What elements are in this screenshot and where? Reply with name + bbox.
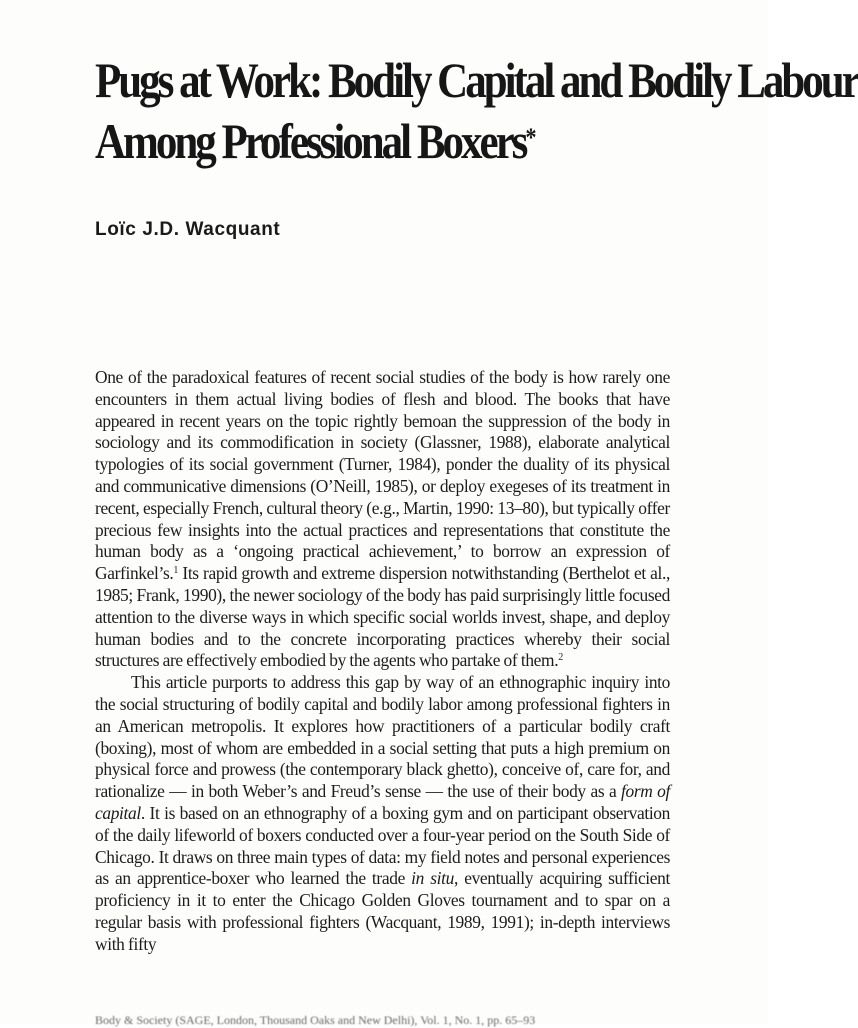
- title-line-2: Among Professional Boxers: [95, 113, 526, 169]
- article-title: [95, 50, 858, 172]
- emphasis-in-situ: in situ: [411, 868, 454, 889]
- title-line-1: Pugs at Work: Bodily Capital and Bodily Labour: [95, 52, 858, 108]
- author-name: Loïc J.D. Wacquant: [95, 219, 281, 240]
- title-footnote-marker: *: [525, 123, 537, 152]
- footnote-ref-2: 2: [558, 652, 563, 664]
- article-body: [95, 367, 670, 956]
- paragraph-1-text-b: Its rapid growth and extreme dispersion notwithstanding (Berthelot et al., 1985; Frank, 1990), the newer sociology of the body has paid surprisingly little focused attention to the diverse ways in which specific social worlds invest, shape, and deploy human bodies and to the concrete incorporating practices whereby their social structures are effectively embodied by the agents who partake of them.: [95, 563, 670, 671]
- paragraph-1: [95, 367, 670, 672]
- paragraph-2-text-a: This article purports to address this gap by way of an ethnographic inquiry into the social structuring of bodily capital and bodily labor among professional fighters in an American metropolis. It explores how practitioners of a particular bodily craft (boxing), most of whom are embedded in a social setting that puts a high premium on physical force and prowess (the contemporary black ghetto), conceive of, care for, and rationalize — in both Weber’s and Freud’s sense — the use of their body as a: [95, 672, 670, 802]
- footnote-ref-1: 1: [173, 565, 179, 577]
- journal-footer: Body & Society (SAGE, London, Thousand Oaks and New Delhi), Vol. 1, No. 1, pp. 65–93: [95, 1013, 536, 1027]
- paragraph-1-text-a: One of the paradoxical features of recent social studies of the body is how rarely one encounters in them actual living bodies of flesh and blood. The books that have appeared in recent years on the topic rightly bemoan the suppression of the body in sociology and its commodification in society (Glassner, 1988), elaborate analytical typologies of its social government (Turner, 1984), ponder the duality of its physical and communicative dimensions (O’Neill, 1985), or deploy exegeses of its treatment in recent, especially French, cultural theory (e.g., Martin, 1990: 13–80), but typically offer precious few insights into the actual practices and representations that constitute the human body as a ‘ongoing practical achievement,’ to borrow an expression of Garfinkel’s.: [95, 367, 670, 584]
- paragraph-2-text-b: . It is based on an ethnography of a boxing gym and on participant observation of the daily lifeworld of boxers conducted over a four-year period on the South Side of Chicago. It draws on three main types of data: my field notes and personal experiences as an apprentice-boxer who learned the trade: [95, 802, 670, 889]
- paragraph-2: [95, 672, 670, 955]
- emphasis-form-of-capital: form of capital: [95, 781, 670, 823]
- paragraph-2-text-c: , eventually acquiring sufficient proficiency in it to enter the Chicago Golden Gloves tournament and to spar on a regular basis with professional fighters (Wacquant, 1989, 1991); in-depth interviews with fifty: [95, 868, 670, 954]
